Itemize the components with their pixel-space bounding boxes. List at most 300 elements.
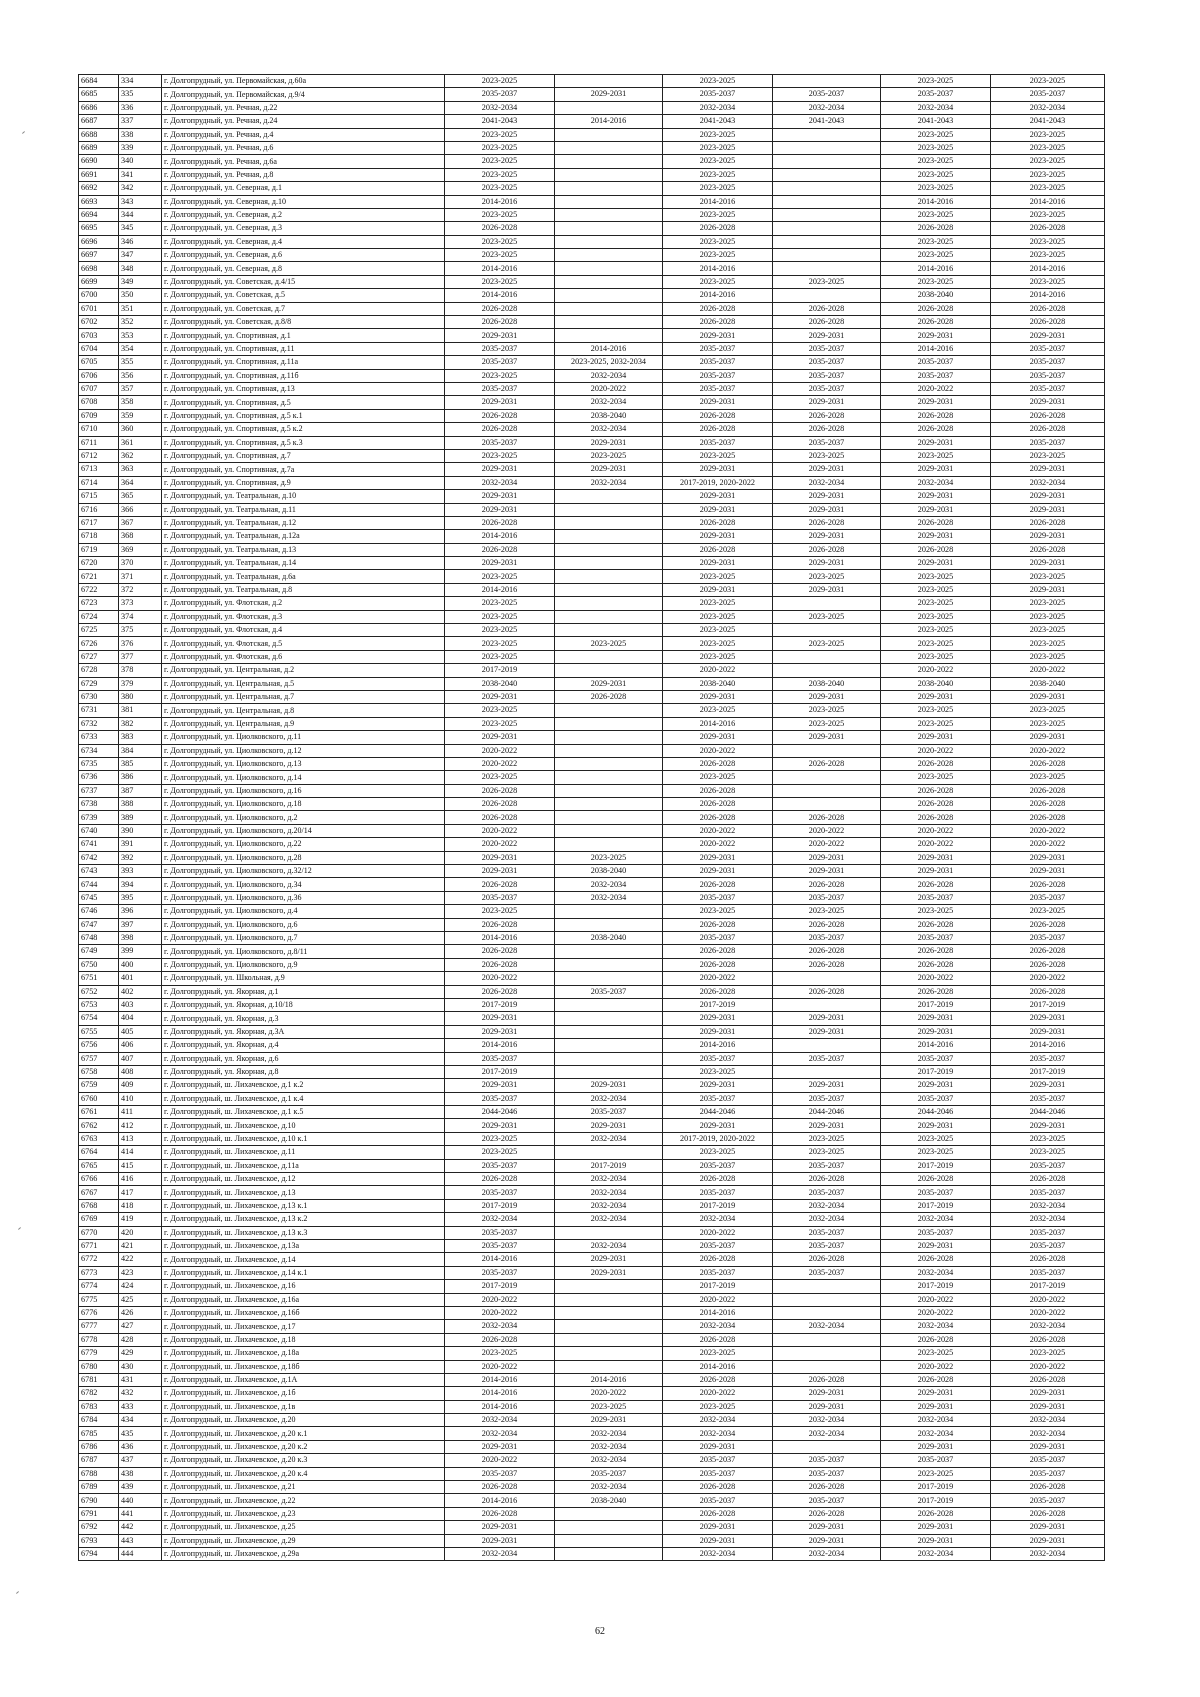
table-cell-y3: 2014-2016 [663,1039,773,1052]
table-cell-y3: 2029-2031 [663,1534,773,1547]
table-cell-y1: 2029-2031 [445,490,555,503]
table-row [79,610,1105,623]
table-cell-y5: 2014-2016 [881,262,991,275]
table-cell-y1: 2026-2028 [445,811,555,824]
table-cell-y1: 2032-2034 [445,1427,555,1440]
table-cell-y3: 2035-2037 [663,1159,773,1172]
table-cell-y4: 2035-2037 [773,1467,881,1480]
table-cell-no: 414 [119,1146,162,1159]
table-cell-y6: 2023-2025 [991,155,1105,168]
table-cell-y4 [773,798,881,811]
table-cell-id: 6701 [79,302,119,315]
table-cell-y3: 2014-2016 [663,289,773,302]
table-cell-y1: 2020-2022 [445,1454,555,1467]
table-cell-y4 [773,771,881,784]
table-cell-y4: 2038-2040 [773,677,881,690]
table-cell-y3: 2017-2019 [663,1280,773,1293]
table-cell-id: 6775 [79,1293,119,1306]
table-cell-y5: 2017-2019 [881,1065,991,1078]
table-cell-y3: 2032-2034 [663,1427,773,1440]
table-cell-y6: 2035-2037 [991,436,1105,449]
table-row [79,423,1105,436]
table-cell-y4: 2029-2031 [773,557,881,570]
table-cell-y5: 2026-2028 [881,423,991,436]
table-row [79,409,1105,422]
table-cell-id: 6738 [79,798,119,811]
table-cell-address: г. Долгопрудный, ш. Лихачевское, д.13а [162,1239,445,1252]
table-cell-id: 6740 [79,824,119,837]
table-cell-y6: 2026-2028 [991,1173,1105,1186]
table-cell-y1: 2023-2025 [445,141,555,154]
table-cell-y2 [555,1347,663,1360]
table-cell-address: г. Долгопрудный, ш. Лихачевское, д.1 к.2 [162,1079,445,1092]
table-cell-y6: 2029-2031 [991,1119,1105,1132]
table-cell-y3: 2026-2028 [663,222,773,235]
table-cell-y2: 2029-2031 [555,1253,663,1266]
table-cell-y4: 2020-2022 [773,838,881,851]
table-cell-no: 433 [119,1400,162,1413]
table-cell-y1: 2029-2031 [445,690,555,703]
table-cell-y1: 2029-2031 [445,851,555,864]
table-cell-y5: 2026-2028 [881,1333,991,1346]
table-cell-y3: 2035-2037 [663,382,773,395]
table-cell-y2 [555,1293,663,1306]
table-cell-y3: 2014-2016 [663,262,773,275]
table-cell-y6: 2035-2037 [991,1266,1105,1279]
table-cell-id: 6699 [79,275,119,288]
table-cell-address: г. Долгопрудный, ул. Центральная, д.7 [162,690,445,703]
table-cell-y4: 2035-2037 [773,1186,881,1199]
table-cell-y1: 2026-2028 [445,1481,555,1494]
table-cell-address: г. Долгопрудный, ул. Спортивная, д.5 к.1 [162,409,445,422]
table-cell-y2 [555,262,663,275]
table-cell-y1: 2023-2025 [445,75,555,88]
table-cell-address: г. Долгопрудный, ул. Якорная, д.8 [162,1065,445,1078]
table-cell-y2 [555,958,663,971]
table-cell-id: 6685 [79,88,119,101]
table-cell-y3: 2017-2019 [663,998,773,1011]
table-cell-y5: 2023-2025 [881,905,991,918]
table-cell-address: г. Долгопрудный, ул. Спортивная, д.5 [162,396,445,409]
table-cell-y2: 2023-2025 [555,851,663,864]
table-cell-y5: 2026-2028 [881,543,991,556]
table-cell-y6: 2029-2031 [991,490,1105,503]
table-row [79,155,1105,168]
table-cell-y4: 2041-2043 [773,115,881,128]
table-cell-y3: 2035-2037 [663,1092,773,1105]
table-cell-address: г. Долгопрудный, ул. Советская, д.4/15 [162,275,445,288]
table-cell-y2: 2029-2031 [555,463,663,476]
table-cell-y6: 2029-2031 [991,1521,1105,1534]
table-cell-y4: 2035-2037 [773,1052,881,1065]
table-cell-y2 [555,557,663,570]
table-cell-no: 401 [119,972,162,985]
table-cell-y5: 2029-2031 [881,1400,991,1413]
table-cell-y2 [555,195,663,208]
table-cell-no: 396 [119,905,162,918]
table-row [79,1373,1105,1386]
table-cell-y5: 2029-2031 [881,1025,991,1038]
table-cell-y6: 2026-2028 [991,302,1105,315]
table-cell-id: 6707 [79,382,119,395]
table-cell-address: г. Долгопрудный, ул. Театральная, д.6а [162,570,445,583]
table-cell-y5: 2032-2034 [881,1414,991,1427]
table-cell-y5: 2029-2031 [881,1012,991,1025]
table-cell-no: 385 [119,757,162,770]
table-cell-y6: 2035-2037 [991,88,1105,101]
table-cell-y2 [555,597,663,610]
table-cell-address: г. Долгопрудный, ул. Северная, д.4 [162,235,445,248]
table-cell-y4: 2026-2028 [773,316,881,329]
table-cell-y1: 2017-2019 [445,1280,555,1293]
table-cell-y6: 2029-2031 [991,329,1105,342]
table-cell-y2 [555,1306,663,1319]
table-cell-id: 6720 [79,557,119,570]
scan-speck [22,131,25,134]
table-cell-no: 359 [119,409,162,422]
table-row [79,1186,1105,1199]
table-cell-address: г. Долгопрудный, ул. Речная, д.4 [162,128,445,141]
table-cell-address: г. Долгопрудный, ул. Речная, д.24 [162,115,445,128]
table-cell-id: 6753 [79,998,119,1011]
table-cell-id: 6704 [79,342,119,355]
table-cell-y6: 2035-2037 [991,1159,1105,1172]
table-cell-y3: 2041-2043 [663,115,773,128]
table-cell-address: г. Долгопрудный, ш. Лихачевское, д.1в [162,1400,445,1413]
table-cell-y1: 2026-2028 [445,222,555,235]
table-cell-y3: 2026-2028 [663,985,773,998]
table-cell-id: 6765 [79,1159,119,1172]
table-cell-address: г. Долгопрудный, ш. Лихачевское, д.11а [162,1159,445,1172]
table-cell-y5: 2035-2037 [881,369,991,382]
table-row [79,101,1105,114]
table-cell-y2: 2038-2040 [555,409,663,422]
table-cell-id: 6739 [79,811,119,824]
table-cell-no: 355 [119,356,162,369]
table-cell-y6: 2026-2028 [991,985,1105,998]
table-cell-y4: 2029-2031 [773,396,881,409]
table-cell-address: г. Долгопрудный, ш. Лихачевское, д.13 к.1 [162,1199,445,1212]
table-cell-y5: 2032-2034 [881,1320,991,1333]
table-cell-y4: 2029-2031 [773,583,881,596]
table-cell-no: 443 [119,1534,162,1547]
table-cell-address: г. Долгопрудный, ш. Лихачевское, д.13 к.3 [162,1226,445,1239]
table-cell-id: 6755 [79,1025,119,1038]
table-cell-y3: 2029-2031 [663,463,773,476]
table-cell-y1: 2020-2022 [445,972,555,985]
table-cell-address: г. Долгопрудный, ул. Спортивная, д.13 [162,382,445,395]
table-cell-y3: 2026-2028 [663,784,773,797]
table-cell-y6: 2029-2031 [991,1387,1105,1400]
table-cell-address: г. Долгопрудный, ул. Циолковского, д.14 [162,771,445,784]
table-row [79,905,1105,918]
table-cell-y5: 2026-2028 [881,1253,991,1266]
table-cell-no: 404 [119,1012,162,1025]
table-row [79,543,1105,556]
table-cell-id: 6692 [79,182,119,195]
table-cell-address: г. Долгопрудный, ул. Циолковского, д.32/12 [162,865,445,878]
table-cell-id: 6694 [79,208,119,221]
table-cell-y2 [555,771,663,784]
table-cell-address: г. Долгопрудный, ш. Лихачевское, д.13 [162,1186,445,1199]
table-cell-y4: 2023-2025 [773,275,881,288]
table-cell-id: 6709 [79,409,119,422]
table-cell-id: 6792 [79,1521,119,1534]
table-cell-y6: 2041-2043 [991,115,1105,128]
table-cell-y4: 2029-2031 [773,1025,881,1038]
table-cell-y5: 2035-2037 [881,1186,991,1199]
table-cell-id: 6715 [79,490,119,503]
table-cell-y6: 2026-2028 [991,945,1105,958]
table-cell-no: 393 [119,865,162,878]
table-cell-id: 6770 [79,1226,119,1239]
table-row [79,208,1105,221]
table-cell-y3: 2023-2025 [663,182,773,195]
table-cell-y4: 2029-2031 [773,690,881,703]
table-row [79,1320,1105,1333]
table-cell-y1: 2017-2019 [445,664,555,677]
table-cell-y1: 2026-2028 [445,878,555,891]
table-cell-y3: 2029-2031 [663,851,773,864]
table-cell-y4: 2035-2037 [773,1266,881,1279]
table-cell-y5: 2038-2040 [881,289,991,302]
table-row [79,1547,1105,1560]
table-cell-y3: 2020-2022 [663,1387,773,1400]
table-cell-y1: 2035-2037 [445,1266,555,1279]
table-cell-y6: 2020-2022 [991,664,1105,677]
table-cell-y1: 2014-2016 [445,1253,555,1266]
table-cell-y2 [555,811,663,824]
table-cell-y1: 2029-2031 [445,557,555,570]
table-row [79,449,1105,462]
table-cell-y1: 2035-2037 [445,356,555,369]
table-cell-address: г. Долгопрудный, ул. Якорная, д.10/18 [162,998,445,1011]
table-cell-y1: 2023-2025 [445,449,555,462]
table-cell-y1: 2032-2034 [445,1320,555,1333]
table-cell-y6: 2020-2022 [991,744,1105,757]
table-cell-address: г. Долгопрудный, ул. Спортивная, д.7 [162,449,445,462]
table-cell-y6: 2032-2034 [991,1427,1105,1440]
table-row [79,972,1105,985]
table-cell-id: 6689 [79,141,119,154]
table-cell-no: 394 [119,878,162,891]
table-cell-y3: 2032-2034 [663,1320,773,1333]
table-cell-y3: 2029-2031 [663,1440,773,1453]
table-cell-address: г. Долгопрудный, ш. Лихачевское, д.18 [162,1333,445,1346]
table-cell-y6: 2026-2028 [991,1507,1105,1520]
table-cell-y5: 2023-2025 [881,168,991,181]
table-cell-y4 [773,195,881,208]
table-cell-y3: 2026-2028 [663,302,773,315]
table-cell-y6: 2026-2028 [991,1481,1105,1494]
table-cell-y4 [773,1039,881,1052]
table-row [79,932,1105,945]
table-cell-y6: 2029-2031 [991,1079,1105,1092]
table-cell-y4: 2023-2025 [773,905,881,918]
table-row [79,316,1105,329]
table-cell-y5: 2035-2037 [881,1092,991,1105]
table-cell-y3: 2035-2037 [663,1186,773,1199]
table-cell-y5: 2023-2025 [881,650,991,663]
table-cell-address: г. Долгопрудный, ул. Центральная, д.5 [162,677,445,690]
table-cell-y2 [555,1521,663,1534]
table-cell-y1: 2029-2031 [445,1440,555,1453]
table-cell-y3: 2023-2025 [663,141,773,154]
table-cell-address: г. Долгопрудный, ш. Лихачевское, д.23 [162,1507,445,1520]
table-cell-y1: 2026-2028 [445,1507,555,1520]
table-cell-y5: 2029-2031 [881,865,991,878]
table-cell-y5: 2026-2028 [881,784,991,797]
table-cell-y2 [555,1039,663,1052]
table-cell-id: 6790 [79,1494,119,1507]
table-cell-y1: 2017-2019 [445,1199,555,1212]
table-cell-y3: 2026-2028 [663,1507,773,1520]
table-cell-address: г. Долгопрудный, ш. Лихачевское, д.10 к.1 [162,1132,445,1145]
table-row [79,1173,1105,1186]
table-cell-y4 [773,784,881,797]
table-cell-id: 6760 [79,1092,119,1105]
table-cell-y5: 2023-2025 [881,155,991,168]
table-cell-no: 350 [119,289,162,302]
table-cell-address: г. Долгопрудный, ул. Циолковского, д.16 [162,784,445,797]
table-cell-y3: 2020-2022 [663,824,773,837]
table-cell-y4: 2032-2034 [773,1414,881,1427]
table-cell-no: 437 [119,1454,162,1467]
table-row [79,195,1105,208]
table-cell-y1: 2023-2025 [445,597,555,610]
table-cell-y3: 2014-2016 [663,195,773,208]
table-cell-y6: 2014-2016 [991,289,1105,302]
table-cell-id: 6710 [79,423,119,436]
table-cell-y4: 2029-2031 [773,1400,881,1413]
table-cell-y4 [773,75,881,88]
table-cell-y1: 2020-2022 [445,1293,555,1306]
table-cell-address: г. Долгопрудный, ул. Циолковского, д.2 [162,811,445,824]
table-cell-address: г. Долгопрудный, ш. Лихачевское, д.18а [162,1347,445,1360]
table-cell-id: 6693 [79,195,119,208]
table-cell-id: 6726 [79,637,119,650]
table-row [79,1025,1105,1038]
table-cell-y4: 2026-2028 [773,302,881,315]
table-cell-y3: 2026-2028 [663,1481,773,1494]
table-row [79,1079,1105,1092]
table-cell-address: г. Долгопрудный, ш. Лихачевское, д.14 [162,1253,445,1266]
table-cell-address: г. Долгопрудный, ул. Центральная, д.8 [162,704,445,717]
table-cell-address: г. Долгопрудный, ул. Северная, д.10 [162,195,445,208]
table-cell-y5: 2029-2031 [881,851,991,864]
table-cell-y3: 2026-2028 [663,878,773,891]
table-row [79,356,1105,369]
table-row [79,1347,1105,1360]
table-cell-id: 6750 [79,958,119,971]
table-cell-id: 6688 [79,128,119,141]
table-row [79,1534,1105,1547]
table-cell-y6: 2035-2037 [991,369,1105,382]
table-cell-y5: 2029-2031 [881,396,991,409]
table-cell-id: 6737 [79,784,119,797]
table-cell-y5: 2041-2043 [881,115,991,128]
table-cell-no: 380 [119,690,162,703]
table-cell-y4: 2044-2046 [773,1106,881,1119]
table-cell-y3: 2035-2037 [663,342,773,355]
table-cell-id: 6779 [79,1347,119,1360]
table-row [79,1199,1105,1212]
table-cell-y1: 2044-2046 [445,1106,555,1119]
table-cell-y1: 2029-2031 [445,1521,555,1534]
table-cell-address: г. Долгопрудный, ш. Лихачевское, д.11 [162,1146,445,1159]
table-cell-y2: 2032-2034 [555,891,663,904]
table-cell-y4 [773,141,881,154]
table-cell-address: г. Долгопрудный, ул. Спортивная, д.11б [162,369,445,382]
table-cell-y1: 2029-2031 [445,1079,555,1092]
table-cell-y1: 2023-2025 [445,369,555,382]
table-cell-address: г. Долгопрудный, ул. Театральная, д.8 [162,583,445,596]
table-cell-y2: 2014-2016 [555,1373,663,1386]
table-cell-y3: 2029-2031 [663,1025,773,1038]
table-cell-y4 [773,972,881,985]
table-cell-y1: 2029-2031 [445,1119,555,1132]
table-row [79,1052,1105,1065]
table-cell-y6: 2020-2022 [991,1306,1105,1319]
table-cell-y2 [555,182,663,195]
table-cell-no: 340 [119,155,162,168]
table-cell-y2 [555,624,663,637]
table-cell-y6: 2029-2031 [991,731,1105,744]
table-cell-address: г. Долгопрудный, ул. Флотская, д.3 [162,610,445,623]
table-row [79,182,1105,195]
table-row [79,798,1105,811]
table-cell-y4: 2029-2031 [773,1119,881,1132]
table-cell-y2: 2023-2025 [555,637,663,650]
table-cell-y2: 2032-2034 [555,1440,663,1453]
table-cell-no: 403 [119,998,162,1011]
table-cell-y5: 2023-2025 [881,1467,991,1480]
table-cell-id: 6764 [79,1146,119,1159]
table-cell-y1: 2035-2037 [445,436,555,449]
table-row [79,1092,1105,1105]
table-cell-y5: 2020-2022 [881,838,991,851]
table-cell-y6: 2020-2022 [991,972,1105,985]
table-cell-id: 6732 [79,717,119,730]
table-cell-address: г. Долгопрудный, ул. Центральная, д.9 [162,717,445,730]
table-cell-y5: 2038-2040 [881,677,991,690]
table-row [79,262,1105,275]
table-cell-y5: 2017-2019 [881,1494,991,1507]
table-cell-y4 [773,1293,881,1306]
table-cell-id: 6774 [79,1280,119,1293]
table-cell-no: 341 [119,168,162,181]
table-cell-no: 444 [119,1547,162,1560]
table-row [79,1494,1105,1507]
table-cell-id: 6734 [79,744,119,757]
table-cell-y5: 2026-2028 [881,516,991,529]
table-cell-y4: 2029-2031 [773,1387,881,1400]
table-cell-no: 376 [119,637,162,650]
table-cell-address: г. Долгопрудный, ш. Лихачевское, д.29 [162,1534,445,1547]
table-cell-id: 6718 [79,530,119,543]
table-cell-y1: 2020-2022 [445,824,555,837]
table-cell-id: 6712 [79,449,119,462]
table-cell-y1: 2029-2031 [445,463,555,476]
table-cell-y4 [773,222,881,235]
table-cell-id: 6788 [79,1467,119,1480]
table-cell-y4: 2023-2025 [773,1146,881,1159]
table-cell-no: 369 [119,543,162,556]
table-cell-no: 426 [119,1306,162,1319]
table-cell-y4: 2032-2034 [773,101,881,114]
table-cell-y3: 2035-2037 [663,88,773,101]
table-cell-y2 [555,1360,663,1373]
